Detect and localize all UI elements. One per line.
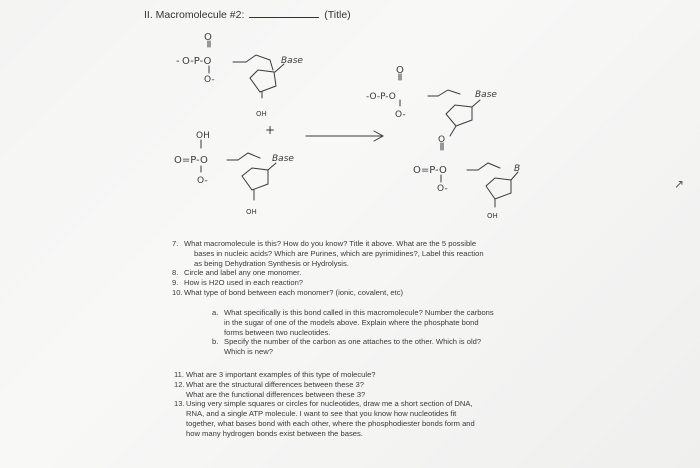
subquestion-line: a. What specifically is this bond called in this macromolecule? Number the carbons bbox=[212, 308, 494, 317]
section-title: II. Macromolecule #2: bbox=[144, 9, 245, 21]
c5-bond bbox=[246, 55, 270, 62]
bottom-left-base: Base bbox=[272, 154, 294, 164]
right-bottom-oh: OH bbox=[487, 212, 498, 220]
bottom-left-oh-top: OH bbox=[196, 131, 210, 141]
sugar-ring-3 bbox=[446, 105, 472, 126]
question-line: What are the functional differences between these 3? bbox=[186, 389, 366, 399]
subquestion-line: b. Specify the number of the carbon as one attaches to the other. Which is old? bbox=[212, 337, 482, 347]
right-top-o-top: O bbox=[396, 65, 404, 76]
bottom-left-phosphate: O=P-O bbox=[174, 155, 208, 166]
top-left-minus: - bbox=[176, 56, 180, 67]
questions-block-1 bbox=[172, 239, 484, 298]
question-line: together, what bases bond with each other, where the phosphodiester bonds form and bbox=[186, 418, 475, 428]
top-left-oh: OH bbox=[256, 110, 267, 118]
right-bottom-o-bottom: O- bbox=[437, 184, 448, 194]
top-left-phosphate: O-P-O bbox=[182, 56, 212, 67]
sugar-ring-2 bbox=[242, 168, 268, 190]
top-left-base: Base bbox=[281, 56, 303, 66]
sugar-ring-1 bbox=[250, 70, 276, 92]
question-line: 9. How is H2O used in each reaction? bbox=[172, 278, 304, 288]
right-link-o: O bbox=[438, 135, 446, 145]
question-line: 8. Circle and label any one monomer. bbox=[172, 268, 302, 278]
subquestion-line: in the sugar of one of the models above. Explain where the phosphate bond bbox=[224, 317, 479, 327]
subquestions-block bbox=[212, 308, 494, 357]
subquestion-line: Which is new? bbox=[224, 347, 273, 357]
right-top-o-bottom: O- bbox=[395, 110, 406, 120]
right-top-phosphate: -O-P-O bbox=[366, 92, 396, 102]
question-line: how many hydrogen bonds exist between the bases. bbox=[186, 428, 363, 438]
top-left-o-top: O bbox=[204, 32, 212, 43]
bottom-left-oh: OH bbox=[246, 208, 257, 216]
question-line: bases in nucleic acids? Which are Purines, which are pyrimidines?, Label this reaction bbox=[194, 248, 484, 258]
question-line: RNA, and a single ATP molecule. I want to see that you know how nucleotides fit bbox=[186, 409, 457, 419]
question-line: 11. What are 3 important examples of this type of molecule? bbox=[174, 370, 376, 379]
right-bottom-phosphate: O=P-O bbox=[413, 165, 447, 176]
questions-block-2 bbox=[174, 370, 475, 439]
plus-sign: + bbox=[265, 123, 276, 137]
question-line: 10.What type of bond between each monomer? (ionic, covalent, etc) bbox=[172, 287, 404, 297]
question-line: 12.What are the structural differences between these 3? bbox=[174, 379, 364, 389]
top-left-o-bottom: O- bbox=[204, 75, 215, 85]
right-bottom-base: B bbox=[514, 164, 521, 174]
title-hint: (Title) bbox=[324, 9, 351, 21]
subquestion-line: forms between two nucleotides. bbox=[224, 327, 331, 337]
mouse-cursor-icon: ↗ bbox=[674, 177, 685, 191]
right-top-base: Base bbox=[475, 90, 497, 100]
question-line: as being Dehydration Synthesis or Hydrolysis. bbox=[194, 258, 349, 268]
bottom-left-o-bottom: O- bbox=[197, 176, 208, 186]
question-line: 13.Using very simple squares or circles for nucleotides, draw me a short section of DNA, bbox=[174, 399, 473, 409]
sugar-ring-4 bbox=[486, 178, 511, 199]
question-line: 7. What macromolecule is this? How do you know? Title it above. What are the 5 possible bbox=[172, 239, 477, 248]
